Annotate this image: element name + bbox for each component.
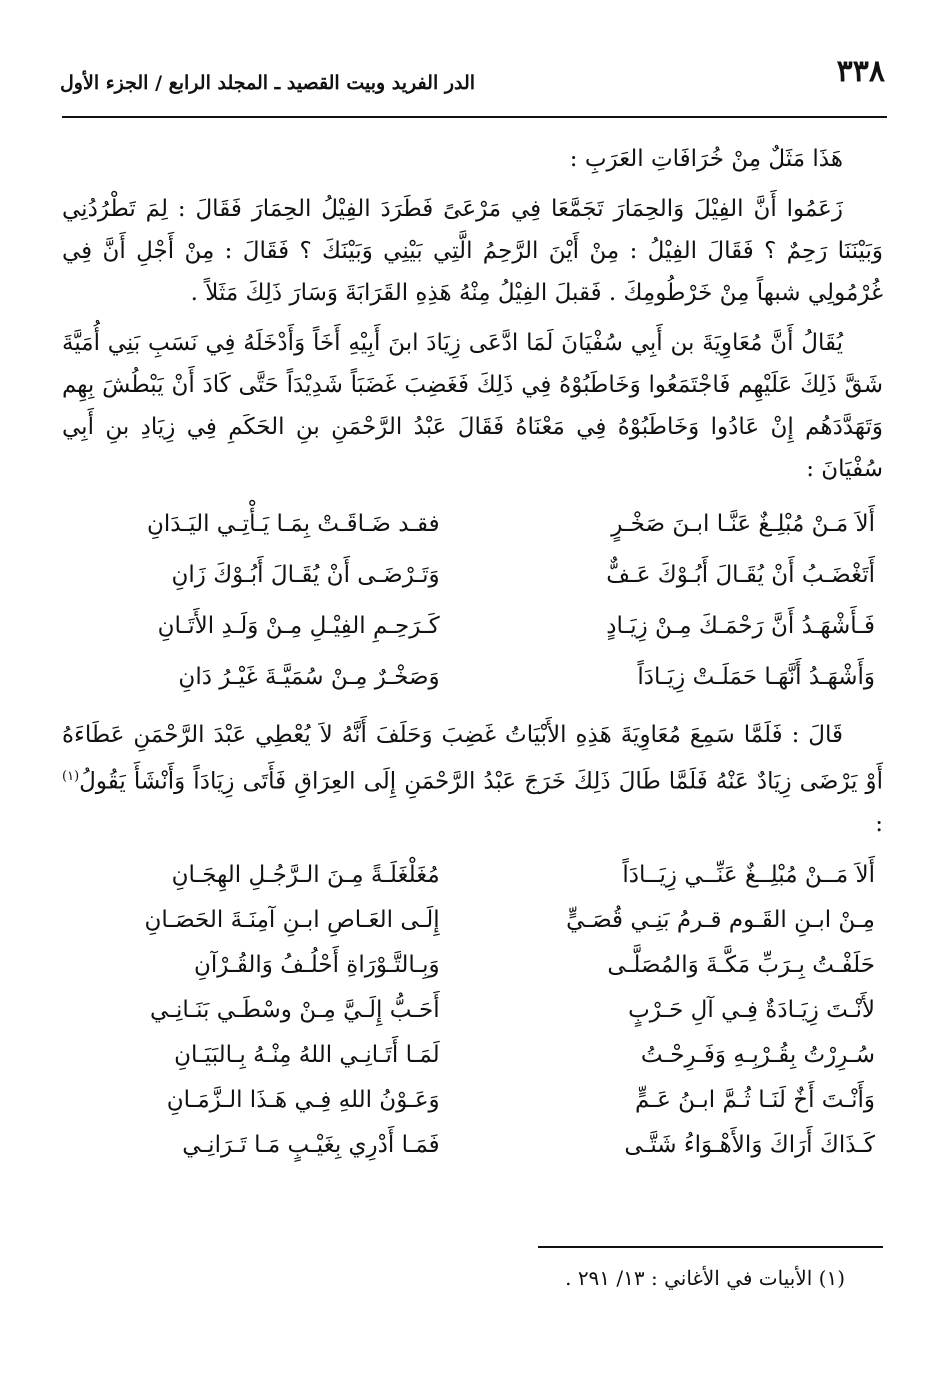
verse-first-hemistich: وَأَشْهَـدُ أَنَّهَـا حَمَلَـتْ زِيَـادَاً bbox=[637, 663, 875, 690]
footnote-rule bbox=[538, 1246, 883, 1248]
verse-first-hemistich: مِـنْ ابـنِ القَـوم قـرمُ بَنِـي قُصَـيٍّ bbox=[566, 907, 875, 934]
verse-second-hemistich: وَتَـرْضَـى أَنْ يُقَـالَ أَبُـوْكَ زَانِ bbox=[171, 561, 440, 588]
verse-second-hemistich: إِلَـى العَـاصِ ابـنِ آمِنَـةَ الحَصَـانِ bbox=[144, 907, 440, 934]
verse-second-hemistich: وَبِـالتَّـوْرَاةِ أَحْلُـفُ وَالقُـرْآنِ bbox=[194, 952, 440, 979]
verse-first-hemistich: فَـأَشْهَـدُ أَنَّ رَحْمَـكَ مِـنْ زِيَـادٍ bbox=[606, 612, 875, 639]
verse-second-hemistich: لَمَـا أَتَـانِـي اللهُ مِنْـهُ بِـالبَيَـانِ bbox=[174, 1042, 440, 1069]
verse-first-hemistich: سُـرِرْتُ بِقُـرْبِـهِ وَفَـرِحْـتُ bbox=[640, 1042, 875, 1069]
running-title: الدر الفريد وبيت القصيد ـ المجلد الرابع / الجزء الأول bbox=[60, 72, 476, 94]
verse bbox=[62, 898, 883, 943]
verse-second-hemistich: مُغَلْغَلَـةً مِـنَ الـرَّجُـلِ الهِجَـانِ bbox=[171, 862, 440, 889]
verse-second-hemistich: أَحَـبُّ إِلَـيَّ مِـنْ وسْطَـي بَنَـانِـي bbox=[150, 997, 440, 1024]
verse-second-hemistich: وَصَخْـرٌ مِـنْ سُمَيَّـةَ غَيْـرُ دَانِ bbox=[178, 663, 440, 690]
verse-first-hemistich: كَـذَاكَ أَرَاكَ وَالأَهْـوَاءُ شَتَّـى bbox=[624, 1132, 875, 1159]
verse bbox=[62, 600, 883, 651]
footnote: (١) الأبيات في الأغاني : ١٣/ ٢٩١ . bbox=[565, 1266, 845, 1290]
paragraph-elephant-fable: زَعَمُوا أَنَّ الفِيْلَ وَالحِمَارَ تَجَمَّعَا فِي مَرْعَىً فَطَرَدَ الفِيْلُ الحِمَارَ فَقَالَ : لِمَ تَطْرُدُنِي وَبَيْنَنَا رَحِمٌ ؟ فَقَالَ الفِيْلُ : مِنْ أَيْنَ الرَّحِمُ الَّتِي بَيْنِي وَبَيْنَكَ ؟ فَقَالَ : مِنْ أَجْلِ أَنَّ فِي غُرْمُولِي شبهاً مِنْ خَرْطُومِكَ . فَقبلَ الفِيْلُ مِنْهُ هَذِهِ القَرَابَةَ وَسَارَ ذَلِكَ مَثَلاً . bbox=[62, 196, 883, 306]
verse-second-hemistich: فَمَـا أَدْرِي بِغَيْـبٍ مَـا تَـرَانِـي bbox=[182, 1132, 440, 1159]
verse-first-hemistich: أَتَغْضَـبُ أَنْ يُقَـالَ أَبُـوْكَ عَـفٌّ bbox=[606, 561, 875, 588]
verse bbox=[62, 498, 883, 549]
verse bbox=[62, 988, 883, 1033]
paragraph-reaction-text: قَالَ : فَلَمَّا سَمِعَ مُعَاوِيَةَ هَذِهِ الأَبْيَاتُ غَضِبَ وَحَلَفَ أَنَّهُ لاَ يُعْطِي عَبْدَ الرَّحْمَنِ عَطَاءَهُ أَوْ يَرْضَى زِيَادٌ عَنْهُ فَلَمَّا طَالَ ذَلِكَ خَرَجَ عَبْدُ الرَّحْمَنِ إِلَى العِرَاقِ فَأَتَى زِيَادَاً وَأَنْشَأَ يَقُولُ bbox=[62, 722, 883, 795]
verse-first-hemistich: أَلاَ مَـنْ مُبْلِـغٌ عَنَّـا ابـنَ صَخْـرٍ bbox=[611, 510, 875, 537]
verse bbox=[62, 549, 883, 600]
verse-second-hemistich: كَـرَحِـمِ الفِيْـلِ مِـنْ وَلَـدِ الأَتَـانِ bbox=[157, 612, 440, 639]
verse bbox=[62, 651, 883, 702]
paragraph-muawiya: يُقَالُ أَنَّ مُعَاوِيَةَ بن أَبِي سُفْيَانَ لَمَا ادَّعَى زِيَادَ ابنَ أَبِيْهِ أَخَاً وَأَدْخَلَهُ فِي نَسَبِ بَنِي أُمَيَّةَ شَقَّ ذَلِكَ عَلَيْهِم فَاجْتَمَعُوا وَخَاطَبُوْهُ فِي ذَلِكَ فَغَضِبَ غَضَبَاً شَدِيْدَاً حَتَّى كَادَ أَنْ يَبْطُشَ بِهِم وَتَهَدَّدَهُم إِنْ عَادُوا وَخَاطَبُوْهُ فِي مَعْنَاهُ فَقَالَ عَبْدُ الرَّحْمَنِ بنِ الحَكَمِ فِي زِيَادِ بنِ أَبِي سُفْيَانَ : bbox=[62, 330, 883, 482]
paragraph-reaction bbox=[62, 714, 883, 845]
footnote-reference: (١) bbox=[62, 769, 80, 784]
verse-first-hemistich: لأَنْـتَ زِيَـادَةٌ فِـي آلِ حَـرْبٍ bbox=[628, 997, 875, 1024]
page-header bbox=[60, 52, 885, 110]
page-body bbox=[62, 138, 883, 1180]
verse bbox=[62, 1033, 883, 1078]
verse bbox=[62, 853, 883, 898]
intro-line: هَذَا مَثَلٌ مِنْ خُرَافَاتِ العَرَبِ : bbox=[569, 146, 843, 172]
poem-1 bbox=[62, 498, 883, 702]
poem-2 bbox=[62, 853, 883, 1168]
verse bbox=[62, 1123, 883, 1168]
verse-first-hemistich: حَلَفْـتُ بِـرَبِّ مَكَّـةَ وَالمُصَلَّـى bbox=[607, 952, 875, 979]
header-rule bbox=[62, 116, 887, 118]
verse-first-hemistich: أَلاَ مَــنْ مُبْلِــغٌ عَنِّــي زِيَــادَاً bbox=[622, 862, 875, 889]
verse-second-hemistich: وَعَـوْنُ اللهِ فِـي هَـذَا الـزَّمَـانِ bbox=[166, 1087, 440, 1114]
verse-second-hemistich: فقـد ضَـاقَـتْ بِمَـا يَـأْتِـي اليَـدَانِ bbox=[147, 510, 440, 537]
verse-first-hemistich: وَأَنْـتَ أَخٌ لَنَـا ثُـمَّ ابـنُ عَـمٍّ bbox=[635, 1087, 875, 1114]
page-number: ٣٣٨ bbox=[836, 54, 885, 89]
paragraph-reaction-colon: : bbox=[875, 810, 883, 837]
verse bbox=[62, 943, 883, 988]
verse bbox=[62, 1078, 883, 1123]
